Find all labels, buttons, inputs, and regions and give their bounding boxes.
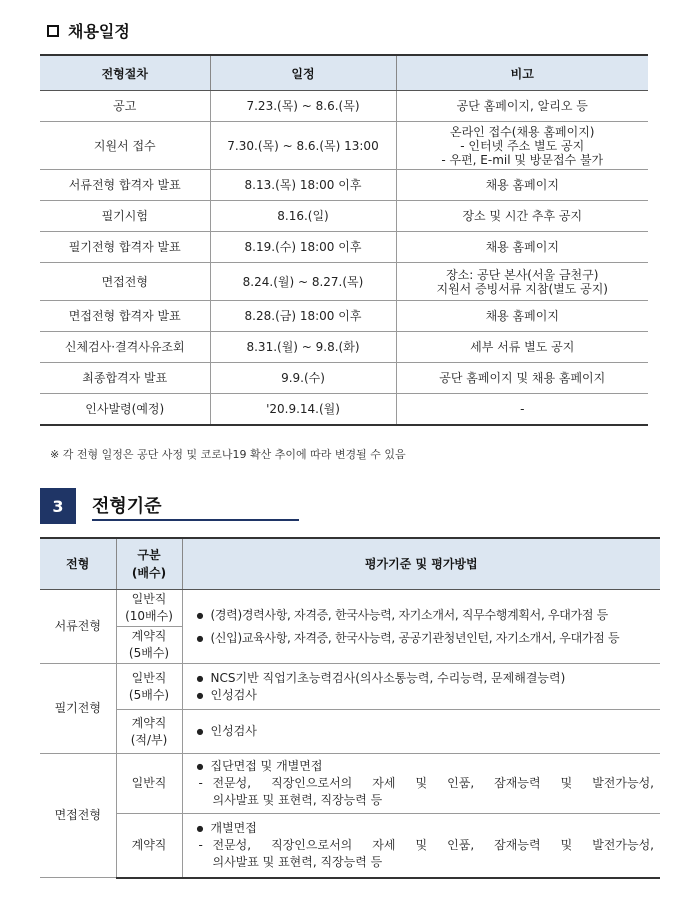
- note-cell: 공단 홈페이지, 알리오 등: [396, 91, 648, 122]
- method-cell: [182, 590, 660, 664]
- category-line: 일반직: [131, 670, 167, 685]
- schedule-row: [40, 263, 648, 301]
- criteria-row: [40, 664, 660, 710]
- note-cell: 세부 서류 별도 공지: [396, 332, 648, 363]
- note-cell: [396, 122, 648, 170]
- schedule-row: [40, 201, 648, 232]
- section-3-title: 전형기준: [92, 496, 162, 517]
- method-bullet: ● (경력)경력사항, 자격증, 한국사능력, 자기소개서, 직무수행계획서, 우대가점 등: [197, 607, 655, 624]
- date-cell: '20.9.14.(월): [210, 394, 396, 425]
- method-cell: [182, 814, 660, 878]
- step-cell: 인사발령(예정): [40, 394, 210, 425]
- method-bullet: ● 인성검사: [197, 687, 655, 704]
- note-line: - 인터넷 주소 별도 공지: [460, 138, 585, 153]
- category-cell: 일반직: [116, 754, 182, 814]
- date-cell: 7.30.(목) ~ 8.6.(목) 13:00: [210, 122, 396, 170]
- method-continuation: 의사발표 및 표현력, 직장능력 등: [212, 854, 383, 869]
- schedule-row: [40, 394, 648, 425]
- date-cell: 9.9.(수): [210, 363, 396, 394]
- note-cell: 채용 홈페이지: [396, 170, 648, 201]
- schedule-row: [40, 363, 648, 394]
- note-line: 온라인 접수(채용 홈페이지): [449, 124, 595, 139]
- date-cell: 8.13.(목) 18:00 이후: [210, 170, 396, 201]
- note-cell: -: [396, 394, 648, 425]
- step-cell: 필기전형 합격자 발표: [40, 232, 210, 263]
- category-line: (10배수): [125, 609, 173, 623]
- step-cell: 최종합격자 발표: [40, 363, 210, 394]
- schedule-header-step: 전형절차: [40, 55, 210, 91]
- category-line: (5배수): [128, 687, 170, 702]
- type-cell: 서류전형: [40, 590, 116, 664]
- step-cell: 신체검사·결격사유조회: [40, 332, 210, 363]
- step-cell: 면접전형 합격자 발표: [40, 301, 210, 332]
- method-bullet: ● (신입)교육사항, 자격증, 한국사능력, 공공기관청년인턴, 자기소개서, 우대가점 등: [197, 630, 655, 647]
- schedule-footnote: ※ 각 전형 일정은 공단 사정 및 코로나19 확산 추이에 따라 변경될 수 있음: [50, 448, 406, 461]
- schedule-header-row: [40, 55, 648, 91]
- schedule-table: [40, 54, 648, 426]
- method-cell: [182, 710, 660, 754]
- date-cell: 8.19.(수) 18:00 이후: [210, 232, 396, 263]
- step-cell: 서류전형 합격자 발표: [40, 170, 210, 201]
- criteria-row: [40, 754, 660, 814]
- category-line: 일반직: [131, 592, 167, 606]
- category-line: 계약직: [131, 629, 167, 643]
- date-cell: 8.28.(금) 18:00 이후: [210, 301, 396, 332]
- date-cell: 8.16.(일): [210, 201, 396, 232]
- schedule-row: [40, 232, 648, 263]
- method-cell: [182, 754, 660, 814]
- method-bullet: ● 개별면접: [197, 820, 655, 837]
- category-cell: [116, 710, 182, 754]
- schedule-row: [40, 122, 648, 170]
- category-cell: [116, 590, 182, 627]
- note-cell: 채용 홈페이지: [396, 232, 648, 263]
- section-3-underline: [92, 519, 299, 521]
- method-bullet: ● NCS기반 직업기초능력검사(의사소통능력, 수리능력, 문제해결능력): [197, 670, 655, 687]
- category-cell: [116, 664, 182, 710]
- criteria-row: [40, 710, 660, 754]
- category-header-line1: 구분: [137, 548, 161, 562]
- category-line: 계약직: [131, 715, 167, 730]
- schedule-header-date: 일정: [210, 55, 396, 91]
- note-line: 장소: 공단 본사(서울 금천구): [446, 267, 599, 282]
- step-cell: 공고: [40, 91, 210, 122]
- type-cell: 필기전형: [40, 664, 116, 754]
- schedule-row: [40, 301, 648, 332]
- date-cell: 8.31.(월) ~ 9.8.(화): [210, 332, 396, 363]
- step-cell: 필기시험: [40, 201, 210, 232]
- type-cell: 면접전형: [40, 754, 116, 878]
- criteria-row: [40, 590, 660, 627]
- criteria-header-method: 평가기준 및 평가방법: [182, 538, 660, 590]
- section-number-badge: 3: [40, 488, 76, 524]
- category-line: (적/부): [130, 732, 168, 747]
- note-cell: 채용 홈페이지: [396, 301, 648, 332]
- method-dash-line: - 전문성, 직장인으로서의 자세 및 인품, 잠재능력 및 발전가능성,: [197, 837, 655, 854]
- note-cell: 공단 홈페이지 및 채용 홈페이지: [396, 363, 648, 394]
- section-1-title: [47, 19, 130, 42]
- criteria-row: [40, 814, 660, 878]
- note-cell: 장소 및 시간 추후 공지: [396, 201, 648, 232]
- category-header-line2: (배수): [131, 566, 167, 580]
- category-line: (5배수): [128, 646, 170, 660]
- category-cell: [116, 627, 182, 664]
- date-cell: 7.23.(목) ~ 8.6.(목): [210, 91, 396, 122]
- method-dash-line: - 전문성, 직장인으로서의 자세 및 인품, 잠재능력 및 발전가능성,: [197, 775, 655, 792]
- step-cell: 지원서 접수: [40, 122, 210, 170]
- method-bullet: ● 인성검사: [197, 723, 655, 740]
- note-cell: [396, 263, 648, 301]
- note-line: 지원서 증빙서류 지참(별도 공지): [436, 281, 608, 296]
- schedule-row: [40, 332, 648, 363]
- criteria-header-type: 전형: [40, 538, 116, 590]
- criteria-table: [40, 537, 660, 879]
- method-continuation: 의사발표 및 표현력, 직장능력 등: [212, 793, 383, 807]
- criteria-header-row: [40, 538, 660, 590]
- schedule-row: [40, 91, 648, 122]
- checkbox-icon: [47, 25, 59, 37]
- schedule-header-note: 비고: [396, 55, 648, 91]
- schedule-row: [40, 170, 648, 201]
- note-line: - 우편, E-mil 및 방문접수 불가: [441, 152, 604, 167]
- method-bullet: ● 집단면접 및 개별면접: [197, 758, 655, 775]
- section-1-title-text: 채용일정: [68, 22, 130, 41]
- category-cell: 계약직: [116, 814, 182, 878]
- date-cell: 8.24.(월) ~ 8.27.(목): [210, 263, 396, 301]
- step-cell: 면접전형: [40, 263, 210, 301]
- method-cell: [182, 664, 660, 710]
- criteria-header-category: [116, 538, 182, 590]
